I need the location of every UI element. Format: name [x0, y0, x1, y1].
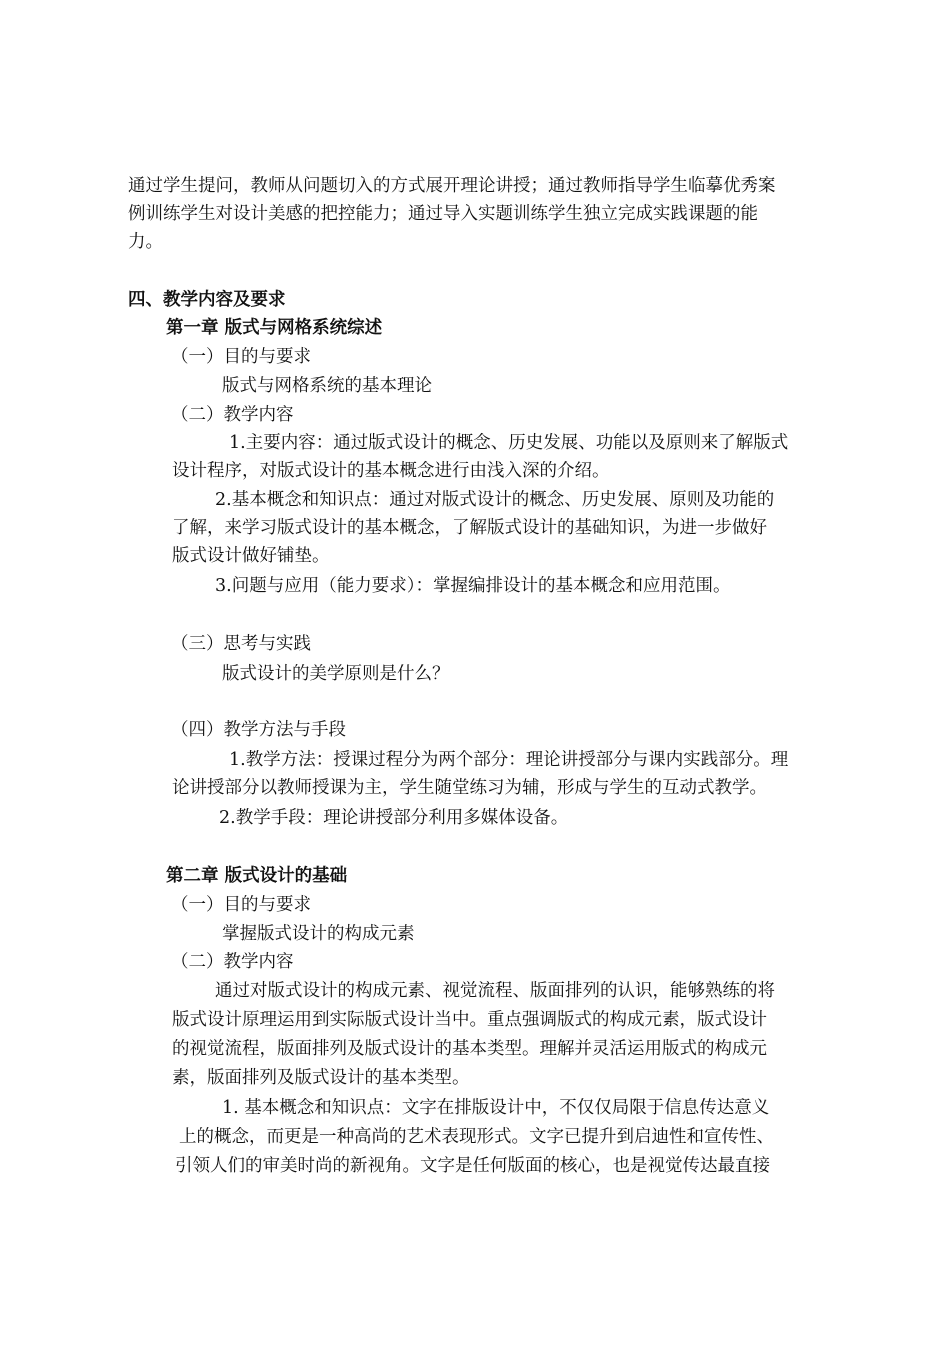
chapter1-practice-heading: （三）思考与实践: [171, 634, 311, 654]
section-heading: 四、教学内容及要求: [128, 290, 286, 310]
chapter2-item1-line-3: 引领人们的审美时尚的新视角。文字是任何版面的核心，也是视觉传达最直接: [175, 1156, 770, 1176]
chapter1-item3: 3.问题与应用（能力要求）：掌握编排设计的基本概念和应用范围。: [215, 576, 731, 596]
chapter2-content-line-3: 的视觉流程，版面排列及版式设计的基本类型。理解并灵活运用版式的构成元: [172, 1039, 767, 1059]
chapter2-item1-line-1: 1. 基本概念和知识点：文字在排版设计中，不仅仅局限于信息传达意义: [222, 1098, 770, 1118]
chapter2-item1-line-2: 上的概念，而更是一种高尚的艺术表现形式。文字已提升到启迪性和宣传性、: [179, 1127, 774, 1147]
intro-line-1: 通过学生提问，教师从问题切入的方式展开理论讲授；通过教师指导学生临摹优秀案: [128, 176, 776, 196]
intro-line-3: 力。: [128, 232, 163, 252]
chapter2-title: 第二章 版式设计的基础: [166, 866, 348, 886]
chapter1-goal-heading: （一）目的与要求: [171, 347, 311, 367]
chapter2-content-heading: （二）教学内容: [171, 952, 294, 972]
chapter2-content-line-1: 通过对版式设计的构成元素、视觉流程、版面排列的认识，能够熟练的将: [215, 981, 775, 1001]
chapter1-item2-line-3: 版式设计做好铺垫。: [172, 546, 330, 566]
chapter1-title: 第一章 版式与网格系统综述: [166, 318, 383, 338]
chapter1-item2-line-2: 了解，来学习版式设计的基本概念，了解版式设计的基础知识，为进一步做好: [172, 518, 767, 538]
chapter1-method1-line-2: 论讲授部分以教师授课为主，学生随堂练习为辅，形成与学生的互动式教学。: [172, 778, 767, 798]
chapter1-item1-line-1: 1.主要内容：通过版式设计的概念、历史发展、功能以及原则来了解版式: [229, 433, 789, 453]
chapter2-goal-text: 掌握版式设计的构成元素: [222, 924, 415, 944]
chapter1-practice-text: 版式设计的美学原则是什么？: [222, 664, 450, 684]
chapter1-method1-line-1: 1.教学方法：授课过程分为两个部分：理论讲授部分与课内实践部分。理: [229, 750, 789, 770]
intro-line-2: 例训练学生对设计美感的把控能力；通过导入实题训练学生独立完成实践课题的能: [128, 204, 758, 224]
chapter2-content-line-2: 版式设计原理运用到实际版式设计当中。重点强调版式的构成元素，版式设计: [172, 1010, 767, 1030]
chapter1-method-heading: （四）教学方法与手段: [171, 720, 346, 740]
chapter1-item2-line-1: 2.基本概念和知识点：通过对版式设计的概念、历史发展、原则及功能的: [215, 490, 775, 510]
chapter1-item1-line-2: 设计程序，对版式设计的基本概念进行由浅入深的介绍。: [172, 461, 610, 481]
chapter1-goal-text: 版式与网格系统的基本理论: [222, 376, 432, 396]
chapter2-content-line-4: 素，版面排列及版式设计的基本类型。: [172, 1068, 470, 1088]
chapter1-method2: 2.教学手段：理论讲授部分利用多媒体设备。: [219, 808, 569, 828]
chapter2-goal-heading: （一）目的与要求: [171, 895, 311, 915]
chapter1-content-heading: （二）教学内容: [171, 405, 294, 425]
